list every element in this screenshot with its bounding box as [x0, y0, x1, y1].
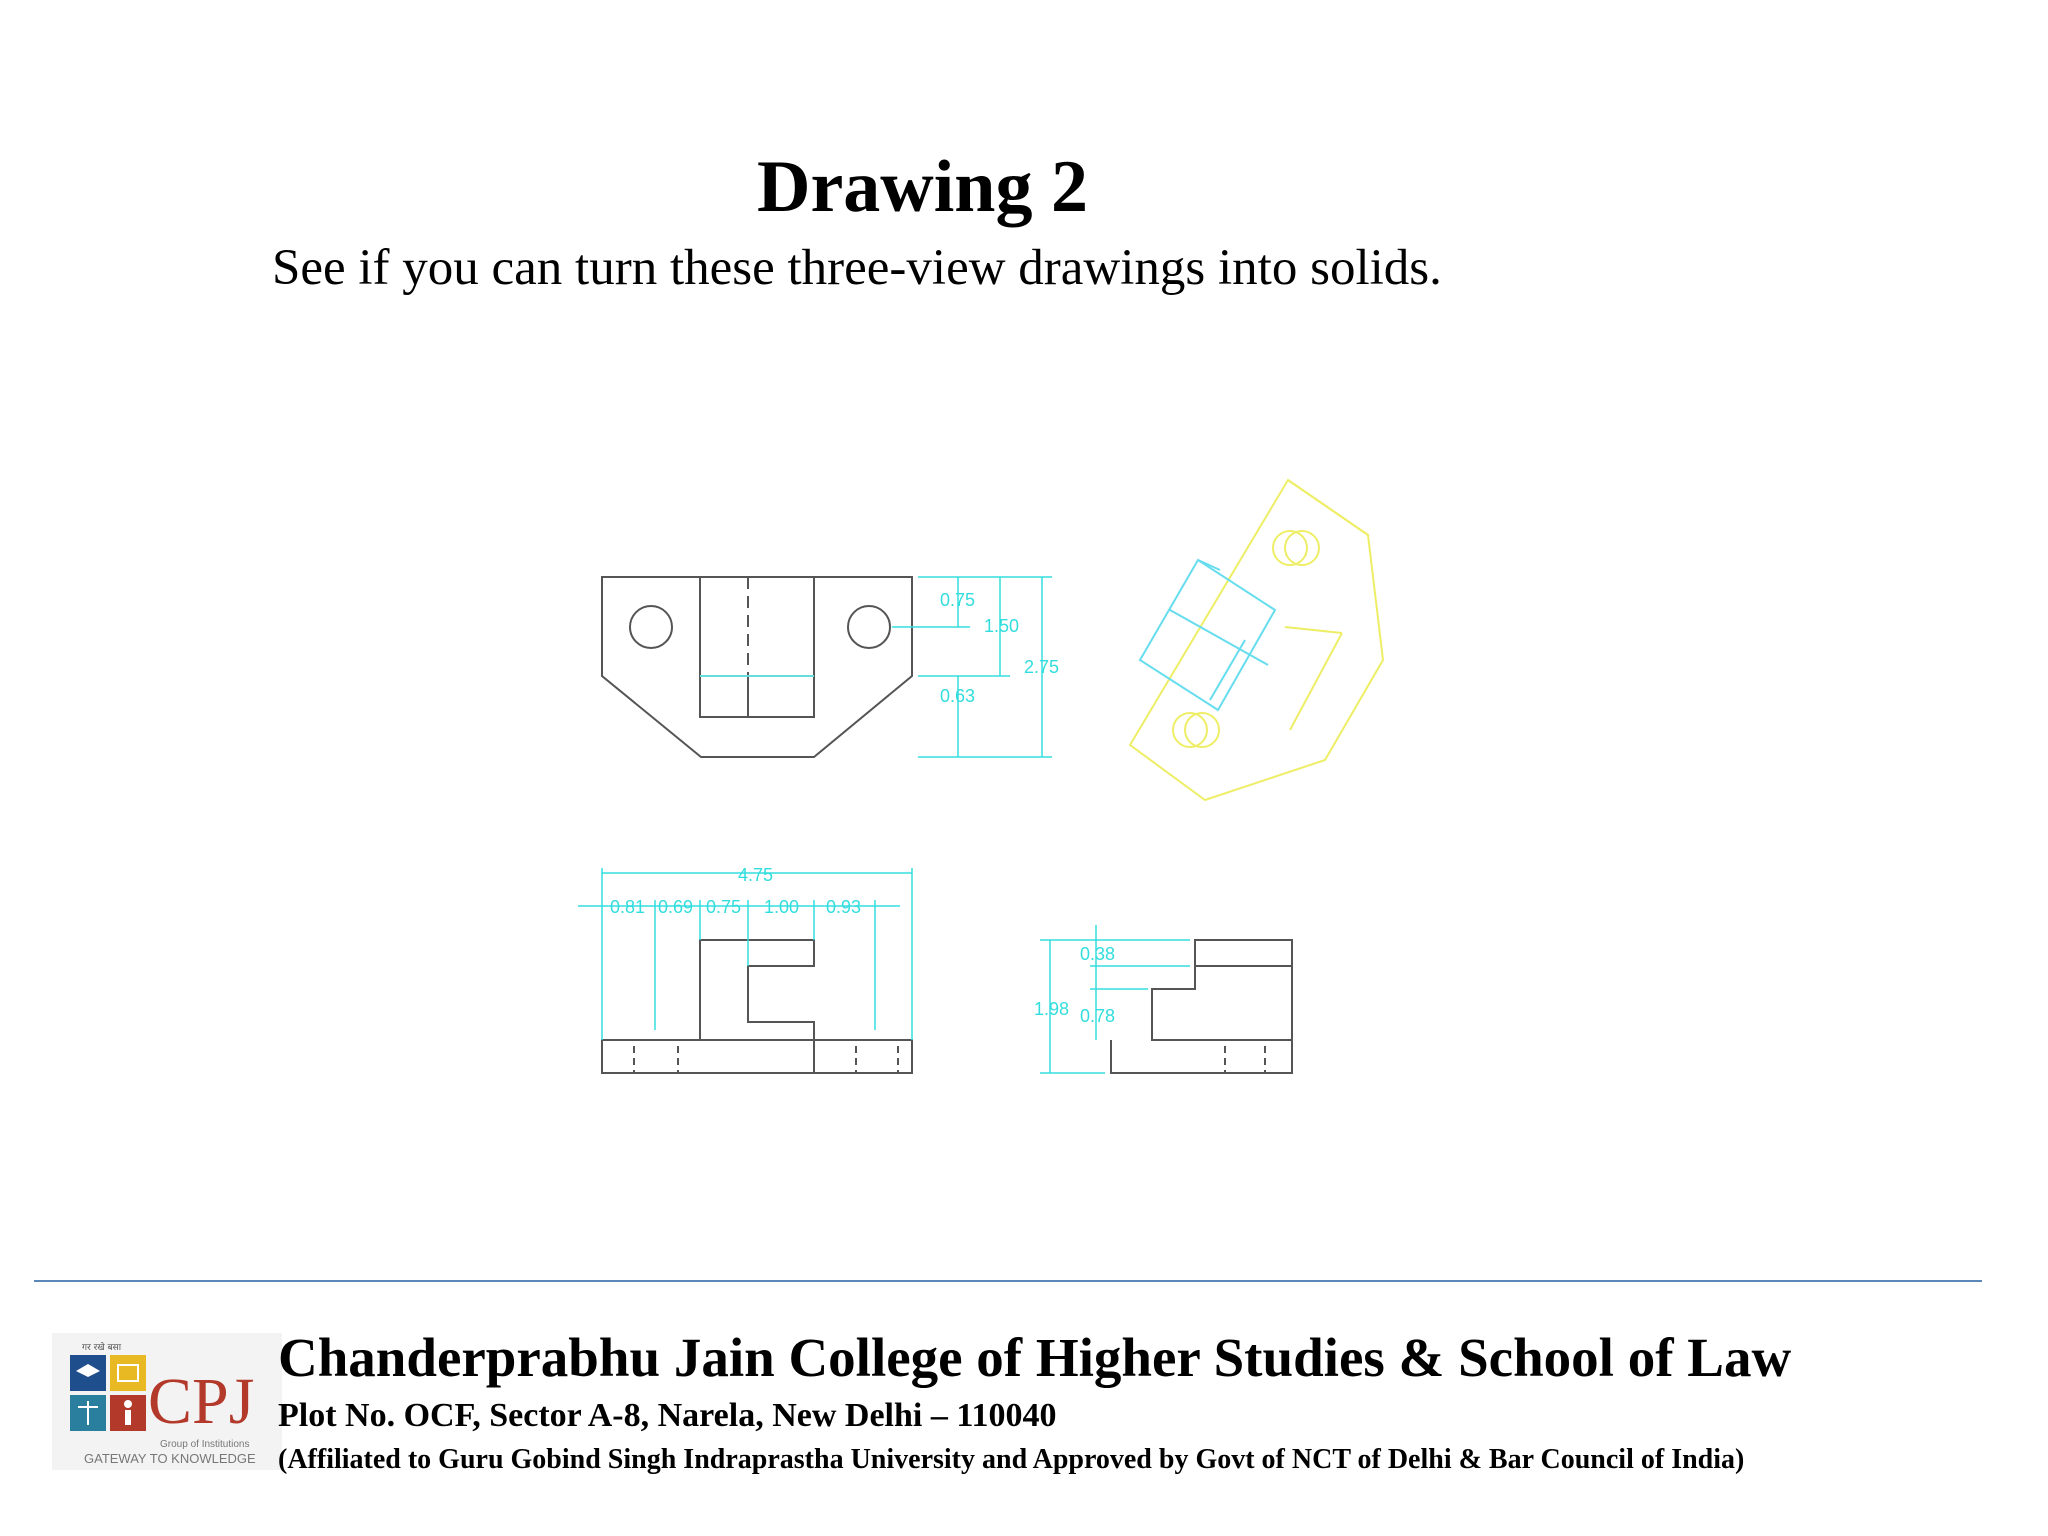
- footer-divider: [34, 1280, 1982, 1282]
- dim-label: 0.78: [1080, 1006, 1116, 1026]
- logo-letters: CPJ: [148, 1365, 255, 1438]
- top-view: [602, 940, 912, 1073]
- dim-label: 1.50: [984, 616, 1020, 636]
- logo-group: Group of Institutions: [160, 1439, 250, 1450]
- college-affiliation: (Affiliated to Guru Gobind Singh Indraprastha University and Approved by Govt of NCT of Delhi & Bar Council of India): [278, 1444, 1745, 1475]
- dim-label: 4.75: [738, 865, 774, 885]
- dim-label: 0.93: [826, 897, 862, 917]
- dim-label: 0.38: [1080, 944, 1116, 964]
- top-view-dimensions: [578, 868, 912, 1040]
- isometric-view: [1130, 480, 1383, 800]
- front-view: [602, 577, 912, 757]
- logo-motto: GATEWAY TO KNOWLEDGE: [84, 1451, 256, 1466]
- college-name: Chanderprabhu Jain College of Higher Studies & School of Law: [278, 1327, 1792, 1388]
- dim-label: 0.75: [940, 590, 976, 610]
- college-logo: [52, 1333, 282, 1470]
- logo-tagline: गर रखे बसा: [82, 1343, 122, 1353]
- dim-label: 0.69: [658, 897, 694, 917]
- dim-label: 0.63: [940, 686, 976, 706]
- slide-subtitle: See if you can turn these three-view drawings into solids.: [272, 240, 1442, 296]
- dim-label: 1.00: [764, 897, 800, 917]
- dim-label: 0.81: [610, 897, 646, 917]
- side-view: [1111, 940, 1292, 1073]
- dim-label: 2.75: [1024, 657, 1060, 677]
- dim-label: 1.98: [1034, 999, 1070, 1019]
- college-address: Plot No. OCF, Sector A-8, Narela, New Delhi – 110040: [278, 1397, 1057, 1434]
- dim-label: 0.75: [706, 897, 742, 917]
- book-icon: [110, 1355, 146, 1391]
- slide-title: Drawing 2: [757, 146, 1088, 228]
